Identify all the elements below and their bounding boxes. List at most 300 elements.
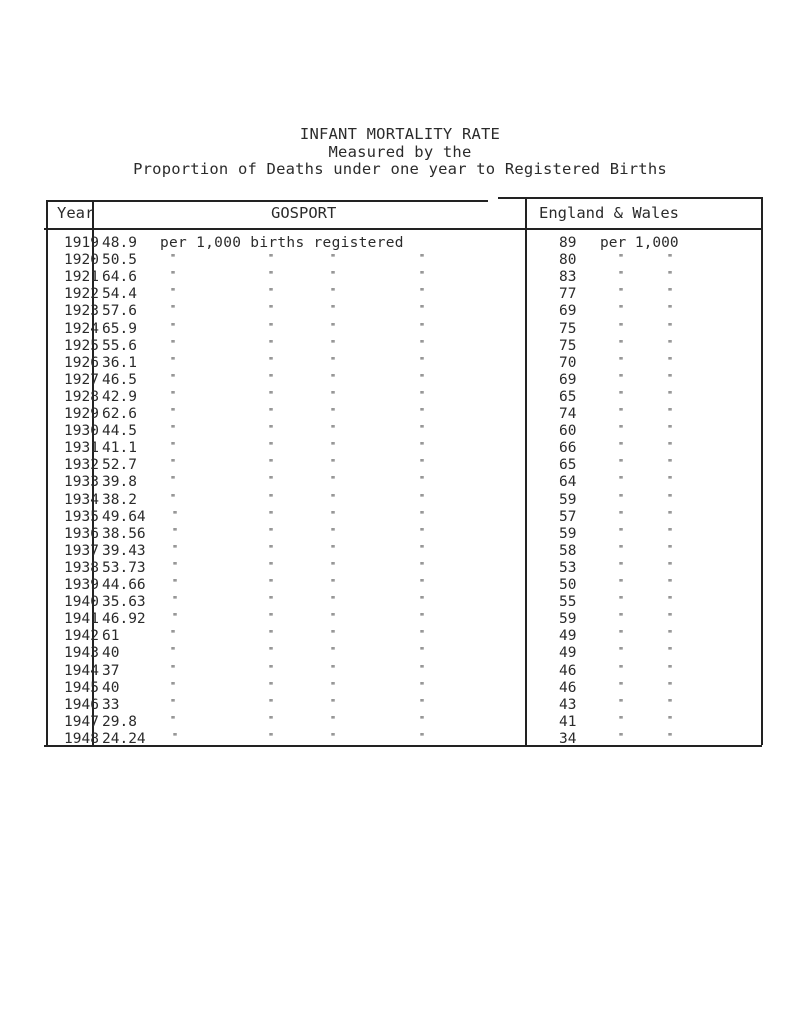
- gosport-rate-cell: 64.6: [102, 269, 137, 286]
- ditto-mark: ": [419, 526, 425, 538]
- ditto-mark: ": [330, 612, 336, 624]
- ditto-mark: ": [618, 526, 624, 538]
- year-cell: 1921: [64, 269, 99, 286]
- ditto-mark: ": [618, 731, 624, 743]
- england-rate-cell: 46: [559, 679, 577, 696]
- ditto-mark: ": [618, 458, 624, 470]
- table-row: [0, 560, 800, 577]
- ditto-mark: ": [667, 578, 673, 589]
- ditto-mark: ": [170, 629, 176, 641]
- ditto-mark: ": [419, 475, 425, 487]
- ditto-mark: ": [170, 714, 176, 726]
- ditto-mark: ": [667, 509, 673, 521]
- year-cell: 1942: [64, 628, 99, 645]
- ditto-mark: ": [330, 304, 336, 316]
- england-rate-cell: 64: [559, 474, 577, 491]
- ditto-mark: ": [618, 578, 624, 589]
- gosport-rate-cell: 55.6: [102, 337, 137, 354]
- ditto-mark: ": [330, 475, 336, 487]
- ditto-mark: ": [170, 253, 176, 265]
- ditto-mark: ": [419, 509, 425, 521]
- ditto-mark: ": [330, 270, 336, 282]
- gosport-rate-cell: 37: [102, 662, 120, 679]
- england-rate-cell: 74: [559, 406, 577, 422]
- gosport-rate-cell: 46.5: [102, 371, 137, 388]
- ditto-mark: ": [330, 629, 336, 641]
- ditto-mark: ": [330, 543, 336, 555]
- england-rate-cell: 65: [559, 457, 577, 474]
- ditto-mark: ": [268, 338, 274, 350]
- year-cell: 1936: [64, 525, 99, 542]
- ditto-mark: ": [170, 304, 176, 316]
- ditto-mark: ": [419, 629, 425, 641]
- year-cell: 1943: [64, 645, 99, 662]
- ditto-mark: ": [419, 543, 425, 555]
- ditto-mark: ": [170, 321, 176, 333]
- england-rate-cell: 69: [559, 303, 577, 320]
- year-cell: 1920: [64, 252, 99, 269]
- ditto-mark: ": [667, 338, 673, 350]
- england-rate-cell: 89: [559, 235, 577, 251]
- gosport-rate-cell: 39.8: [102, 474, 137, 491]
- year-cell: 1945: [64, 679, 99, 696]
- ditto-mark: ": [667, 663, 673, 675]
- ditto-mark: ": [170, 270, 176, 282]
- gosport-rate-cell: 54.4: [102, 286, 137, 303]
- ditto-mark: ": [268, 509, 274, 521]
- ditto-mark: ": [667, 270, 673, 282]
- ditto-mark: ": [330, 595, 336, 607]
- england-rate-cell: 58: [559, 542, 577, 559]
- gosport-rate-cell: 61: [102, 628, 120, 645]
- table-row: [0, 680, 800, 697]
- ditto-mark: ": [667, 731, 673, 743]
- ditto-mark: ": [330, 646, 336, 658]
- ditto-mark: ": [170, 475, 176, 487]
- ditto-mark: ": [618, 714, 624, 726]
- england-rate-cell: 60: [559, 423, 577, 440]
- ditto-mark: ": [268, 680, 274, 692]
- table-row: [0, 611, 800, 628]
- england-rate-cell: 69: [559, 371, 577, 388]
- table-row: [0, 423, 800, 440]
- ditto-mark: ": [172, 595, 178, 607]
- ditto-mark: ": [268, 578, 274, 589]
- ditto-mark: ": [419, 731, 425, 743]
- england-rate-cell: 65: [559, 388, 577, 405]
- year-cell: 1924: [64, 320, 99, 337]
- ditto-mark: ": [667, 389, 673, 401]
- ditto-mark: ": [667, 253, 673, 265]
- gosport-rate-cell: 50.5: [102, 252, 137, 269]
- ditto-mark: ": [170, 355, 176, 367]
- ditto-mark: ": [268, 441, 274, 453]
- gosport-rate-cell: 44.5: [102, 423, 137, 440]
- gosport-rate-cell: 42.9: [102, 388, 137, 405]
- england-rate-cell: 80: [559, 252, 577, 269]
- ditto-mark: ": [618, 560, 624, 572]
- year-cell: 1947: [64, 713, 99, 730]
- ditto-mark: ": [268, 543, 274, 555]
- year-cell: 1930: [64, 423, 99, 440]
- ditto-mark: ": [419, 578, 425, 589]
- england-rate-cell: 66: [559, 440, 577, 457]
- gosport-rate-cell: 33: [102, 696, 120, 713]
- year-cell: 1926: [64, 354, 99, 371]
- ditto-mark: ": [618, 697, 624, 709]
- gosport-rate-cell: 65.9: [102, 320, 137, 337]
- ditto-mark: ": [330, 389, 336, 401]
- england-rate-cell: 50: [559, 577, 577, 593]
- ditto-mark: ": [618, 509, 624, 521]
- ditto-mark: ": [618, 321, 624, 333]
- ditto-mark: ": [268, 629, 274, 641]
- england-rate-cell: 46: [559, 662, 577, 679]
- gosport-rate-cell: 35.63: [102, 594, 146, 611]
- ditto-mark: ": [667, 441, 673, 453]
- ditto-mark: ": [268, 646, 274, 658]
- ditto-mark: ": [330, 321, 336, 333]
- ditto-mark: ": [268, 372, 274, 384]
- document-description: Proportion of Deaths under one year to Registered Births: [133, 160, 667, 178]
- ditto-mark: ": [667, 680, 673, 692]
- ditto-mark: ": [419, 372, 425, 384]
- ditto-mark: ": [330, 663, 336, 675]
- ditto-mark: ": [330, 714, 336, 726]
- ditto-mark: ": [268, 475, 274, 487]
- ditto-mark: ": [330, 355, 336, 367]
- table-row: [0, 594, 800, 611]
- ditto-mark: ": [667, 492, 673, 504]
- ditto-mark: ": [667, 407, 673, 418]
- table-row: [0, 321, 800, 338]
- england-rate-cell: 49: [559, 628, 577, 645]
- ditto-mark: ": [330, 509, 336, 521]
- ditto-mark: ": [618, 612, 624, 624]
- ditto-mark: ": [268, 458, 274, 470]
- england-rate-cell: 41: [559, 713, 577, 730]
- gosport-rate-cell: 38.2: [102, 491, 137, 508]
- year-cell: 1944: [64, 662, 99, 679]
- table-row: [0, 697, 800, 714]
- gosport-rate-cell: 53.73: [102, 559, 146, 576]
- ditto-mark: ": [618, 253, 624, 265]
- ditto-mark: ": [419, 714, 425, 726]
- ditto-mark: ": [419, 321, 425, 333]
- ditto-mark: ": [667, 372, 673, 384]
- ditto-mark: ": [667, 424, 673, 436]
- ditto-mark: ": [419, 253, 425, 265]
- table-top-rule: [48, 200, 488, 202]
- ditto-mark: ": [268, 389, 274, 401]
- england-rate-cell: 59: [559, 611, 577, 628]
- ditto-mark: ": [170, 441, 176, 453]
- year-cell: 1929: [64, 406, 99, 422]
- ditto-mark: ": [170, 389, 176, 401]
- ditto-mark: ": [268, 287, 274, 299]
- ditto-mark: ": [618, 372, 624, 384]
- document-subtitle: Measured by the: [328, 143, 472, 161]
- england-rate-cell: 75: [559, 320, 577, 337]
- column-header-year: Year: [57, 204, 95, 222]
- ditto-mark: ": [330, 424, 336, 436]
- ditto-mark: ": [419, 458, 425, 470]
- ditto-mark: ": [419, 338, 425, 350]
- gosport-rate-cell: 44.66: [102, 577, 146, 593]
- table-row: [0, 577, 800, 594]
- ditto-mark: ": [170, 287, 176, 299]
- gosport-rate-cell: 39.43: [102, 542, 146, 559]
- table-row: [0, 526, 800, 543]
- gosport-rate-cell: 24.24: [102, 730, 146, 747]
- ditto-mark: ": [330, 680, 336, 692]
- ditto-mark: ": [419, 407, 425, 418]
- ditto-mark: ": [667, 612, 673, 624]
- ditto-mark: ": [419, 424, 425, 436]
- ditto-mark: ": [170, 424, 176, 436]
- table-top-rule-right: [498, 197, 762, 199]
- ditto-mark: ": [419, 389, 425, 401]
- ditto-mark: ": [170, 492, 176, 504]
- ditto-mark: ": [618, 646, 624, 658]
- ditto-mark: ": [618, 475, 624, 487]
- ditto-mark: ": [170, 697, 176, 709]
- ditto-mark: ": [419, 680, 425, 692]
- table-row: [0, 286, 800, 303]
- ditto-mark: ": [172, 731, 178, 743]
- table-row: [0, 543, 800, 560]
- england-rate-cell: 77: [559, 286, 577, 303]
- year-cell: 1941: [64, 611, 99, 628]
- table-row: [0, 338, 800, 355]
- table-row: [0, 355, 800, 372]
- year-cell: 1932: [64, 457, 99, 474]
- ditto-mark: ": [667, 321, 673, 333]
- ditto-mark: ": [170, 458, 176, 470]
- england-rate-cell: 57: [559, 508, 577, 525]
- ditto-mark: ": [667, 595, 673, 607]
- table-row: [0, 645, 800, 662]
- ditto-mark: ": [667, 475, 673, 487]
- ditto-mark: ": [268, 270, 274, 282]
- ditto-mark: ": [330, 287, 336, 299]
- ditto-mark: ": [667, 543, 673, 555]
- year-cell: 1940: [64, 594, 99, 611]
- gosport-rate-cell: 49.64: [102, 508, 146, 525]
- gosport-rate-cell: 40: [102, 645, 120, 662]
- ditto-mark: ": [172, 560, 178, 572]
- table-row: [0, 389, 800, 406]
- england-rate-cell: 59: [559, 525, 577, 542]
- year-cell: 1946: [64, 696, 99, 713]
- england-rate-cell: 70: [559, 354, 577, 371]
- ditto-mark: ": [330, 338, 336, 350]
- ditto-mark: ": [419, 697, 425, 709]
- ditto-mark: ": [330, 492, 336, 504]
- ditto-mark: ": [330, 731, 336, 743]
- ditto-mark: ": [667, 646, 673, 658]
- ditto-mark: ": [618, 441, 624, 453]
- document-title: INFANT MORTALITY RATE: [299, 125, 501, 143]
- ditto-mark: ": [419, 560, 425, 572]
- ditto-mark: ": [419, 304, 425, 316]
- table-row: [0, 492, 800, 509]
- ditto-mark: ": [170, 372, 176, 384]
- england-rate-cell: 43: [559, 696, 577, 713]
- ditto-mark: ": [618, 407, 624, 418]
- year-cell: 1922: [64, 286, 99, 303]
- ditto-mark: ": [268, 355, 274, 367]
- ditto-mark: ": [618, 424, 624, 436]
- gosport-rate-cell: 46.92: [102, 611, 146, 628]
- ditto-mark: ": [268, 304, 274, 316]
- ditto-mark: ": [330, 372, 336, 384]
- ditto-mark: ": [419, 355, 425, 367]
- header-rule: [44, 228, 762, 230]
- ditto-mark: ": [618, 355, 624, 367]
- ditto-mark: ": [667, 714, 673, 726]
- ditto-mark: ": [330, 458, 336, 470]
- ditto-mark: ": [618, 629, 624, 641]
- ditto-mark: ": [667, 287, 673, 299]
- ditto-mark: ": [618, 389, 624, 401]
- year-cell: 1938: [64, 559, 99, 576]
- gosport-rate-cell: 57.6: [102, 303, 137, 320]
- ditto-mark: ": [268, 663, 274, 675]
- ditto-mark: ": [419, 646, 425, 658]
- table-row: [0, 252, 800, 269]
- ditto-mark: ": [667, 526, 673, 538]
- table-row: [0, 440, 800, 457]
- ditto-mark: ": [618, 287, 624, 299]
- table-row: [0, 731, 800, 748]
- england-rate-cell: 49: [559, 645, 577, 662]
- ditto-mark: ": [419, 441, 425, 453]
- table-row: [0, 474, 800, 491]
- ditto-mark: ": [268, 407, 274, 418]
- year-cell: 1923: [64, 303, 99, 320]
- england-rate-cell: 75: [559, 337, 577, 354]
- england-unit-label: per 1,000: [600, 235, 679, 251]
- ditto-mark: ": [618, 663, 624, 675]
- ditto-mark: ": [172, 509, 178, 521]
- table-row: [0, 714, 800, 731]
- ditto-mark: ": [268, 492, 274, 504]
- table-row: [0, 235, 800, 252]
- ditto-mark: ": [330, 578, 336, 589]
- year-cell: 1939: [64, 577, 99, 593]
- ditto-mark: ": [268, 560, 274, 572]
- year-cell: 1937: [64, 542, 99, 559]
- gosport-unit-label: per 1,000 births registered: [160, 235, 404, 251]
- ditto-mark: ": [618, 492, 624, 504]
- ditto-mark: ": [268, 697, 274, 709]
- ditto-mark: ": [419, 595, 425, 607]
- table-row: [0, 628, 800, 645]
- ditto-mark: ": [268, 714, 274, 726]
- ditto-mark: ": [618, 338, 624, 350]
- ditto-mark: ": [618, 680, 624, 692]
- ditto-mark: ": [419, 612, 425, 624]
- ditto-mark: ": [330, 560, 336, 572]
- year-cell: 1935: [64, 508, 99, 525]
- ditto-mark: ": [170, 646, 176, 658]
- year-cell: 1933: [64, 474, 99, 491]
- ditto-mark: ": [419, 270, 425, 282]
- ditto-mark: ": [419, 287, 425, 299]
- ditto-mark: ": [170, 663, 176, 675]
- ditto-mark: ": [667, 560, 673, 572]
- table-row: [0, 509, 800, 526]
- year-cell: 1948: [64, 730, 99, 747]
- ditto-mark: ": [172, 543, 178, 555]
- year-cell: 1919: [64, 235, 99, 251]
- england-rate-cell: 34: [559, 730, 577, 747]
- ditto-mark: ": [172, 526, 178, 538]
- gosport-rate-cell: 40: [102, 679, 120, 696]
- ditto-mark: ": [330, 697, 336, 709]
- table-row: [0, 303, 800, 320]
- ditto-mark: ": [667, 304, 673, 316]
- table-row: [0, 406, 800, 423]
- ditto-mark: ": [419, 492, 425, 504]
- ditto-mark: ": [667, 629, 673, 641]
- ditto-mark: ": [667, 458, 673, 470]
- gosport-rate-cell: 36.1: [102, 354, 137, 371]
- ditto-mark: ": [172, 578, 178, 589]
- england-rate-cell: 59: [559, 491, 577, 508]
- gosport-rate-cell: 48.9: [102, 235, 137, 251]
- ditto-mark: ": [172, 612, 178, 624]
- ditto-mark: ": [268, 612, 274, 624]
- year-cell: 1927: [64, 371, 99, 388]
- gosport-rate-cell: 38.56: [102, 525, 146, 542]
- ditto-mark: ": [330, 253, 336, 265]
- table-row: [0, 269, 800, 286]
- ditto-mark: ": [330, 407, 336, 418]
- table-row: [0, 372, 800, 389]
- england-rate-cell: 83: [559, 269, 577, 286]
- column-header-gosport: GOSPORT: [271, 204, 337, 222]
- ditto-mark: ": [330, 526, 336, 538]
- gosport-rate-cell: 52.7: [102, 457, 137, 474]
- ditto-mark: ": [618, 543, 624, 555]
- year-cell: 1925: [64, 337, 99, 354]
- ditto-mark: ": [667, 697, 673, 709]
- ditto-mark: ": [170, 680, 176, 692]
- ditto-mark: ": [618, 270, 624, 282]
- column-header-england: England & Wales: [539, 204, 679, 222]
- ditto-mark: ": [268, 731, 274, 743]
- ditto-mark: ": [268, 321, 274, 333]
- table-row: [0, 457, 800, 474]
- ditto-mark: ": [618, 304, 624, 316]
- ditto-mark: ": [268, 595, 274, 607]
- year-cell: 1931: [64, 440, 99, 457]
- ditto-mark: ": [667, 355, 673, 367]
- ditto-mark: ": [268, 253, 274, 265]
- gosport-rate-cell: 29.8: [102, 713, 137, 730]
- ditto-mark: ": [618, 595, 624, 607]
- year-cell: 1934: [64, 491, 99, 508]
- ditto-mark: ": [268, 424, 274, 436]
- ditto-mark: ": [419, 663, 425, 675]
- table-row: [0, 663, 800, 680]
- ditto-mark: ": [170, 407, 176, 418]
- gosport-rate-cell: 62.6: [102, 406, 137, 422]
- gosport-rate-cell: 41.1: [102, 440, 137, 457]
- england-rate-cell: 55: [559, 594, 577, 611]
